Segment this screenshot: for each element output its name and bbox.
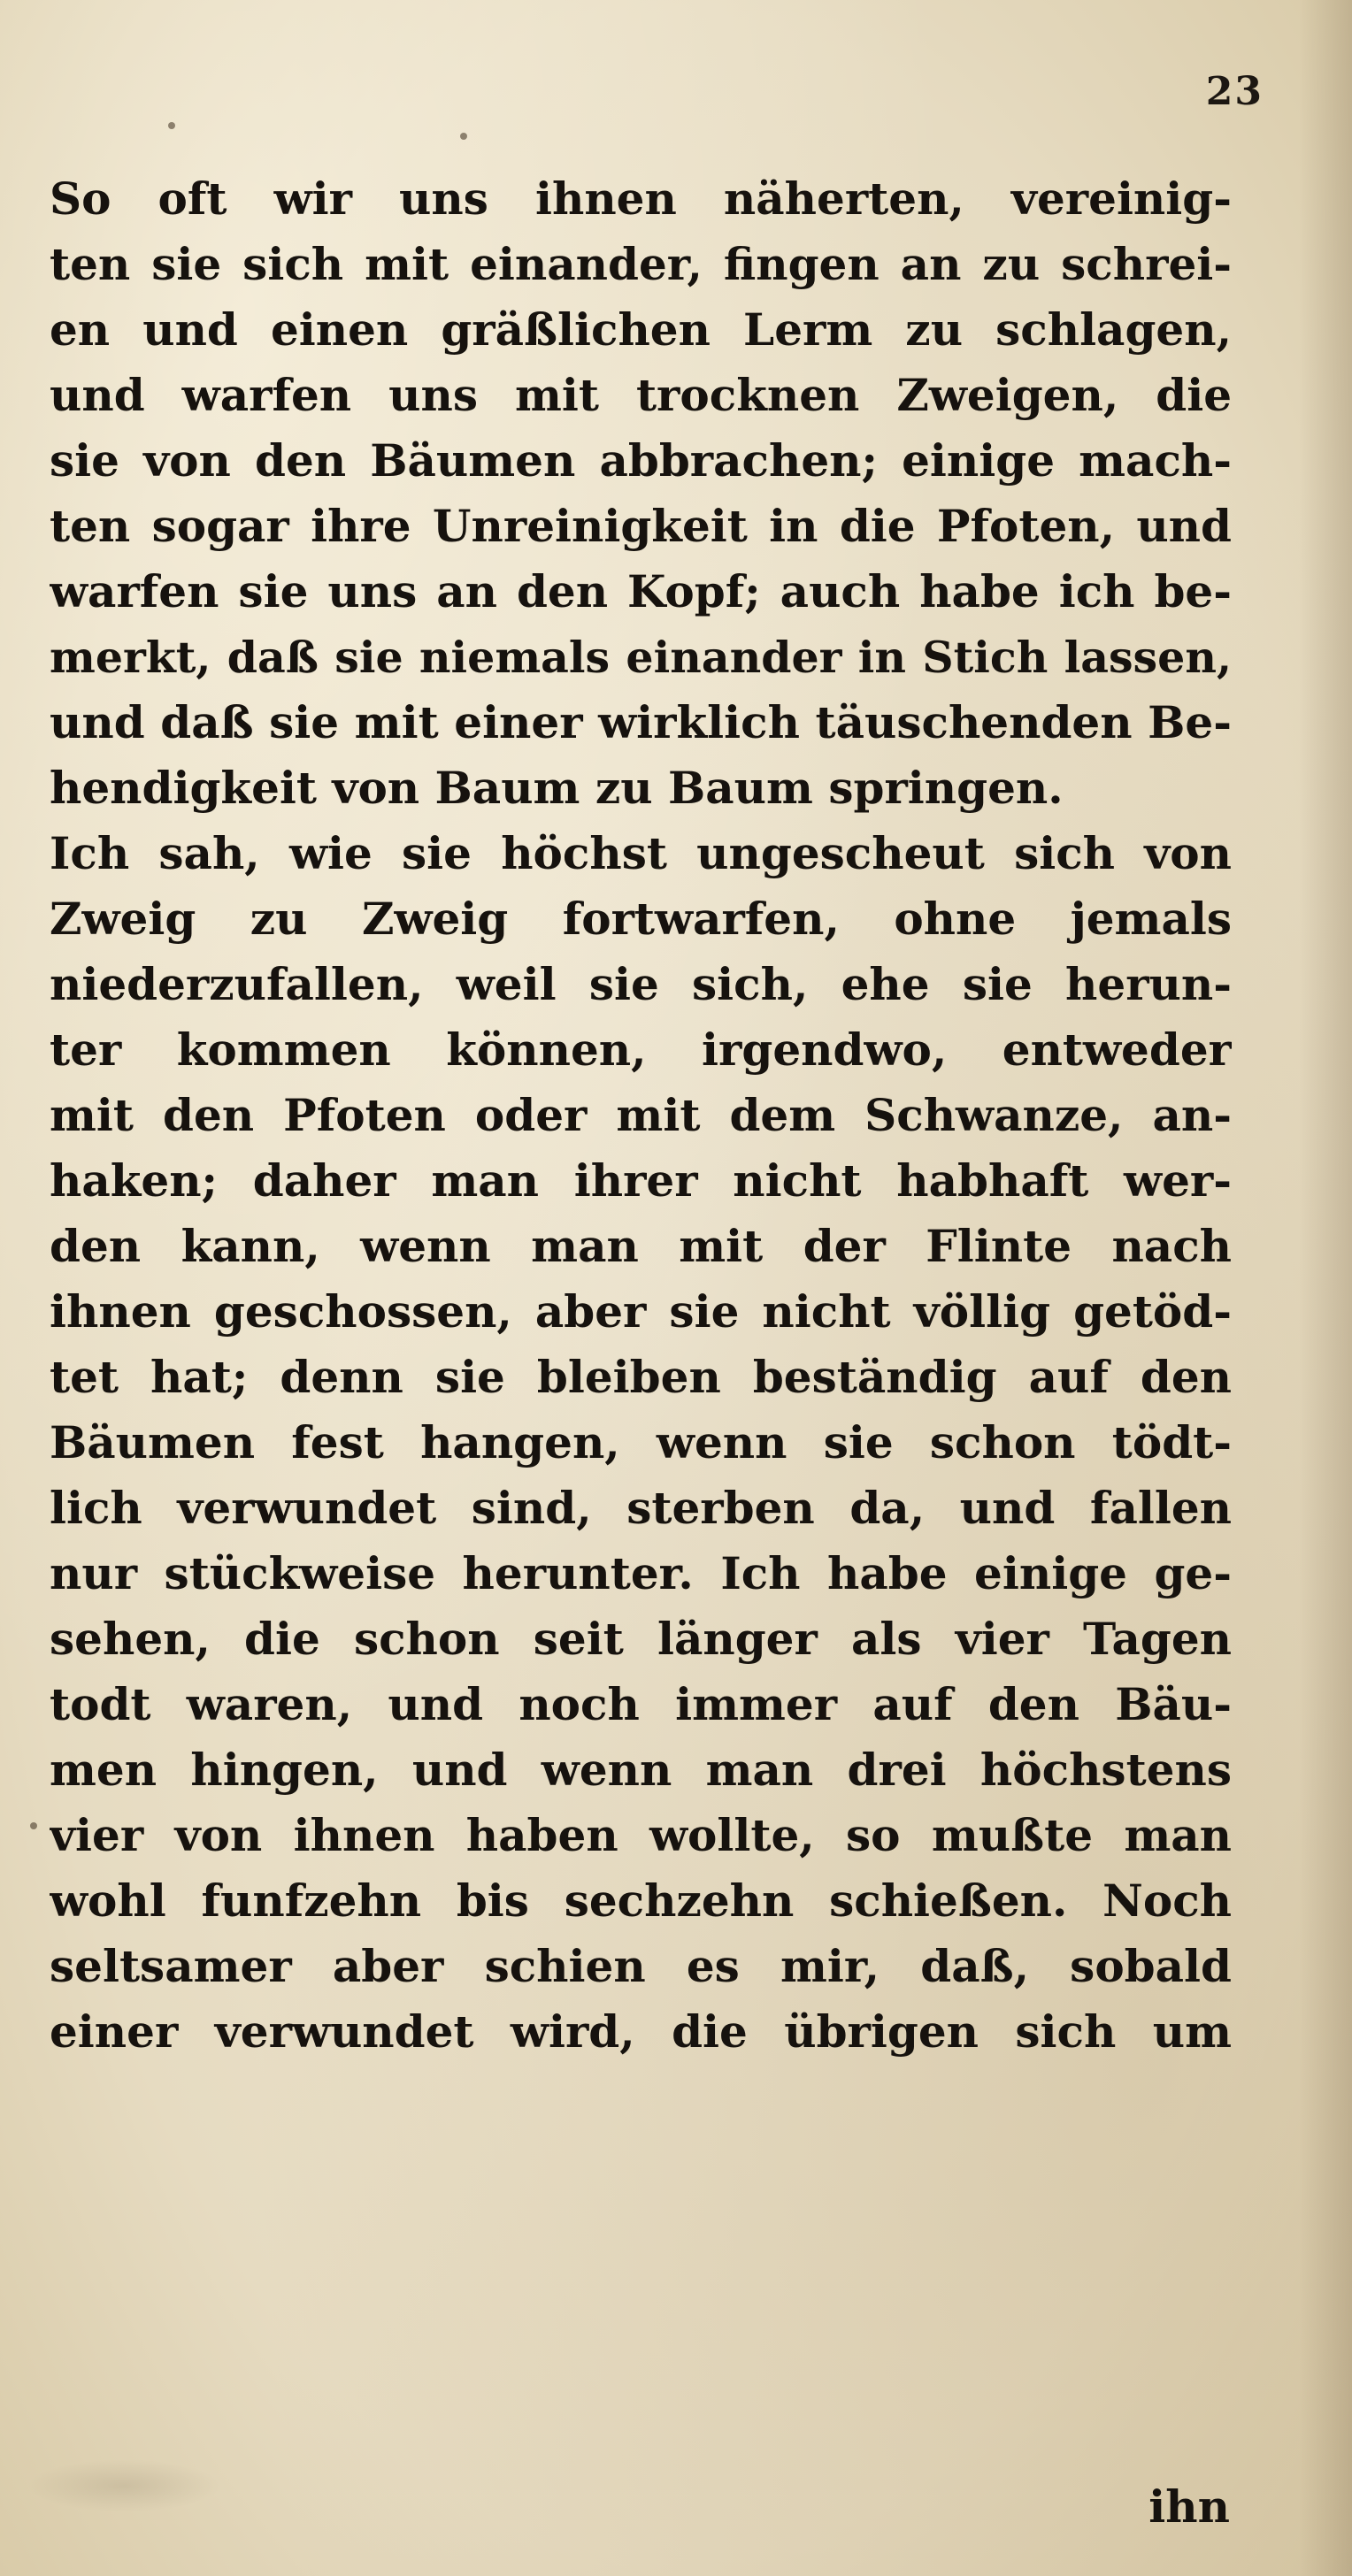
text-line: men hingen, und wenn man drei höchstens — [50, 1744, 1232, 1796]
text-line: seltsamer aber schien es mir, daß, sobald — [50, 1940, 1232, 1992]
text-line: warfen sie uns an den Kopf; auch habe ich be- — [50, 565, 1232, 617]
text-line: Zweig zu Zweig fortwarfen, ohne jemals — [50, 893, 1232, 945]
text-line: wohl funfzehn bis sechzehn schießen. Noch — [50, 1874, 1232, 1927]
text-line: haken; daher man ihrer nicht habhaft wer- — [50, 1154, 1232, 1207]
text-line: und warfen uns mit trocknen Zweigen, die — [50, 369, 1232, 421]
text-line: tet hat; denn sie bleiben beständig auf den — [50, 1351, 1232, 1403]
text-line: einer verwundet wird, die übrigen sich um — [50, 2005, 1232, 2058]
text-line: Bäumen fest hangen, wenn sie schon tödt- — [50, 1416, 1232, 1468]
text-line: todt waren, und noch immer auf den Bäu- — [50, 1678, 1232, 1730]
text-line: hendigkeit von Baum zu Baum springen. — [50, 762, 1064, 814]
text-line: Ich sah, wie sie höchst ungescheut sich von — [50, 827, 1232, 879]
text-line: ten sie sich mit einander, fingen an zu schrei- — [50, 238, 1232, 290]
text-line: und daß sie mit einer wirklich täuschenden Be- — [50, 696, 1232, 748]
text-line: merkt, daß sie niemals einander in Stich lassen, — [50, 632, 1232, 683]
text-line: sehen, die schon seit länger als vier Tagen — [50, 1613, 1232, 1665]
page-number: 23 — [1205, 69, 1264, 114]
paper-speck — [168, 122, 175, 129]
ink-bleed-mark — [27, 2459, 221, 2512]
catchword: ihn — [1148, 2480, 1230, 2533]
text-line: en und einen gräßlichen Lerm zu schlagen, — [50, 303, 1232, 356]
text-line: sie von den Bäumen abbrachen; einige mach- — [50, 434, 1232, 487]
text-line: nur stückweise herunter. Ich habe einige ge- — [50, 1547, 1232, 1599]
text-line: vier von ihnen haben wollte, so mußte man — [50, 1809, 1232, 1861]
text-line: ihnen geschossen, aber sie nicht völlig getöd- — [50, 1285, 1232, 1338]
body-text — [50, 166, 1232, 2065]
text-line: mit den Pfoten oder mit dem Schwanze, an- — [50, 1089, 1232, 1141]
text-line: lich verwundet sind, sterben da, und fallen — [50, 1482, 1232, 1534]
paper-speck — [30, 1822, 37, 1829]
text-line: niederzufallen, weil sie sich, ehe sie herun- — [50, 958, 1232, 1010]
text-line: ten sogar ihre Unreinigkeit in die Pfoten, und — [50, 500, 1232, 552]
page-edge-shadow — [1299, 0, 1352, 2576]
text-line: den kann, wenn man mit der Flinte nach — [50, 1220, 1232, 1272]
text-line: So oft wir uns ihnen näherten, vereinig- — [50, 172, 1232, 225]
paper-speck — [460, 133, 467, 140]
text-line: ter kommen können, irgendwo, entweder — [50, 1024, 1232, 1076]
